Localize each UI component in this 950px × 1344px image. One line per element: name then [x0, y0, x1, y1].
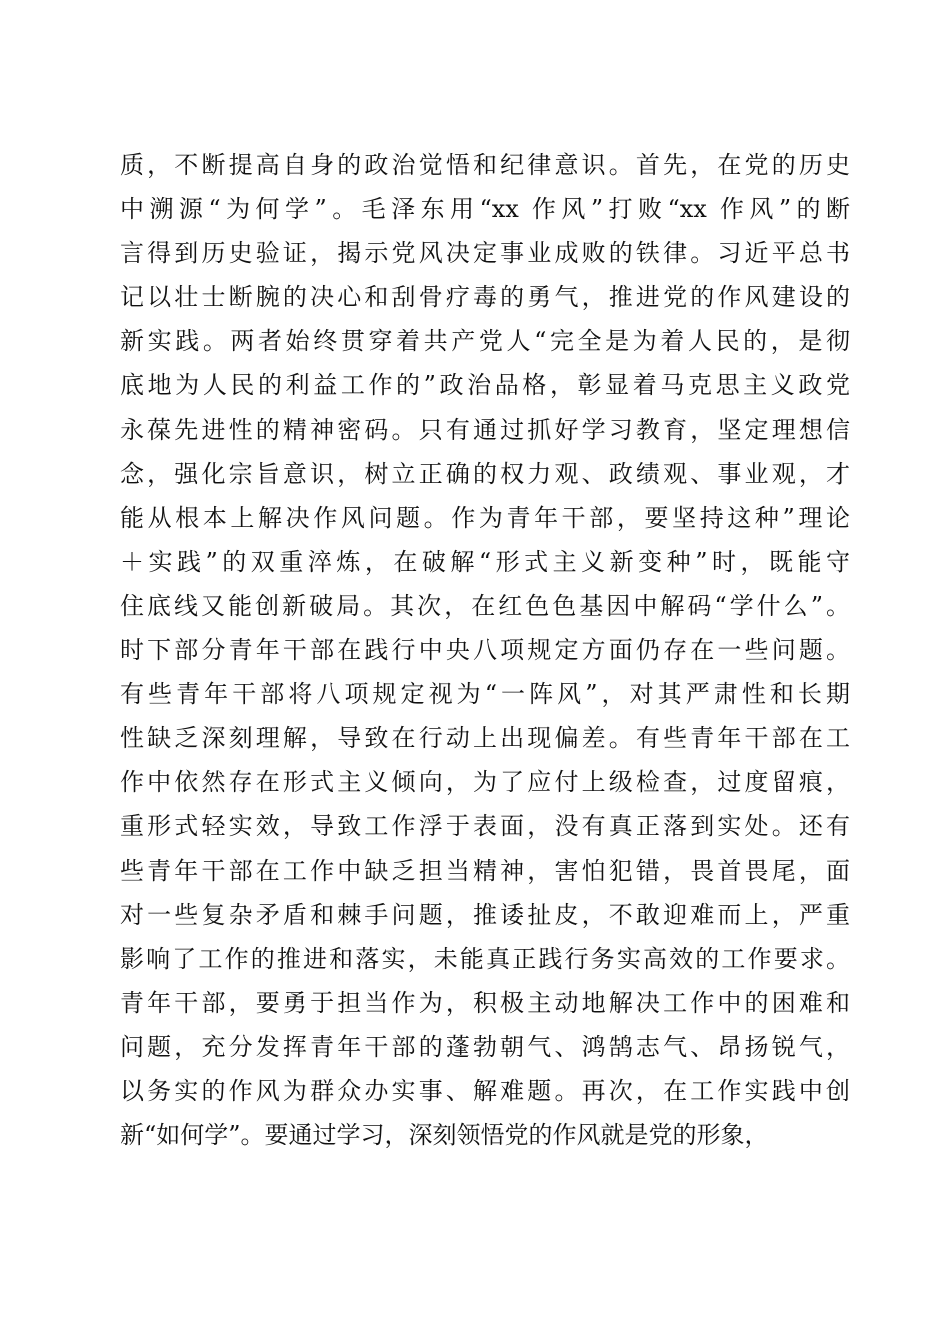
text-line: 重形式轻实效，导致工作浮于表面，没有真正落到实处。还有: [120, 812, 850, 841]
text-line: 念，强化宗旨意识，树立正确的权力观、政绩观、事业观，才: [120, 459, 850, 488]
text-line: 记以壮士断腕的决心和刮骨疗毒的勇气，推进党的作风建设的: [120, 283, 850, 312]
text-line: 些青年干部在工作中缺乏担当精神，害怕犯错，畏首畏尾，面: [120, 856, 850, 885]
text-line: 永葆先进性的精神密码。只有通过抓好学习教育，坚定理想信: [120, 415, 850, 444]
text-line: 青年干部，要勇于担当作为，积极主动地解决工作中的困难和: [120, 988, 850, 1017]
text-line: 影响了工作的推进和落实，未能真正践行务实高效的工作要求。: [120, 944, 850, 973]
text-line: 中溯源“为何学”。毛泽东用“xx 作风”打败“xx 作风”的断: [120, 195, 850, 224]
text-line: 质，不断提高自身的政治觉悟和纪律意识。首先，在党的历史: [120, 151, 850, 179]
text-line: 新“如何学”。要通过学习，深刻领悟党的作风就是党的形象，: [120, 1121, 769, 1150]
text-line: 有些青年干部将八项规定视为“一阵风”，对其严肃性和长期: [120, 680, 850, 709]
text-line: 能从根本上解决作风问题。作为青年干部，要坚持这种”理论: [120, 503, 850, 532]
text-line: 性缺乏深刻理解，导致在行动上出现偏差。有些青年干部在工: [120, 724, 850, 753]
text-line: 时下部分青年干部在践行中央八项规定方面仍存在一些问题。: [120, 636, 850, 665]
text-line: 新实践。两者始终贯穿着共产党人“完全是为着人民的，是彻: [120, 327, 850, 356]
text-line: 对一些复杂矛盾和棘手问题，推诿扯皮，不敢迎难而上，严重: [120, 900, 850, 929]
text-line: 言得到历史验证，揭示党风决定事业成败的铁律。习近平总书: [120, 239, 850, 268]
text-line: 问题，充分发挥青年干部的蓬勃朝气、鸿鹄志气、昂扬锐气，: [120, 1032, 850, 1061]
text-line: 作中依然存在形式主义倾向，为了应付上级检查，过度留痕，: [120, 768, 850, 797]
body-paragraph: [120, 143, 850, 1157]
text-line: 底地为人民的利益工作的”政治品格，彰显着马克思主义政党: [120, 371, 850, 400]
text-line: 以务实的作风为群众办实事、解难题。再次，在工作实践中创: [120, 1076, 850, 1105]
text-line: ＋实践”的双重淬炼，在破解“形式主义新变种”时，既能守: [120, 547, 850, 576]
text-line: 住底线又能创新破局。其次，在红色色基因中解码“学什么”。: [120, 591, 850, 620]
